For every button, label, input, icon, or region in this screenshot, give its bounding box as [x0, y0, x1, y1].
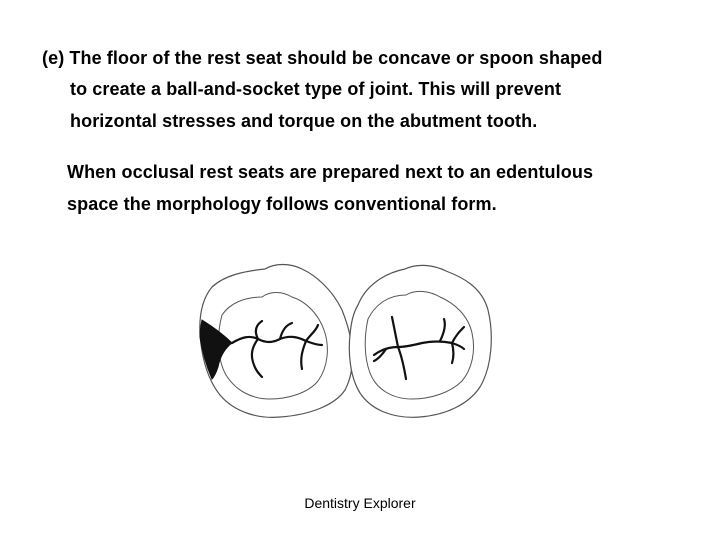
paragraph-1-line-2: to create a ball-and-socket type of joint. This will prevent — [70, 79, 562, 99]
tooth-illustration — [190, 255, 500, 430]
paragraph-1-line-1: (e) The floor of the rest seat should be concave or spoon shaped — [42, 48, 603, 68]
footer-credit: Dentistry Explorer — [304, 495, 416, 511]
paragraph-2-line-1: When occlusal rest seats are prepared next to an edentulous — [67, 162, 594, 182]
paragraph-1-line-3: horizontal stresses and torque on the abutment tooth. — [70, 111, 538, 131]
right-tooth-outline — [349, 265, 491, 417]
paragraph-2-line-2: space the morphology follows conventional form. — [67, 194, 497, 214]
